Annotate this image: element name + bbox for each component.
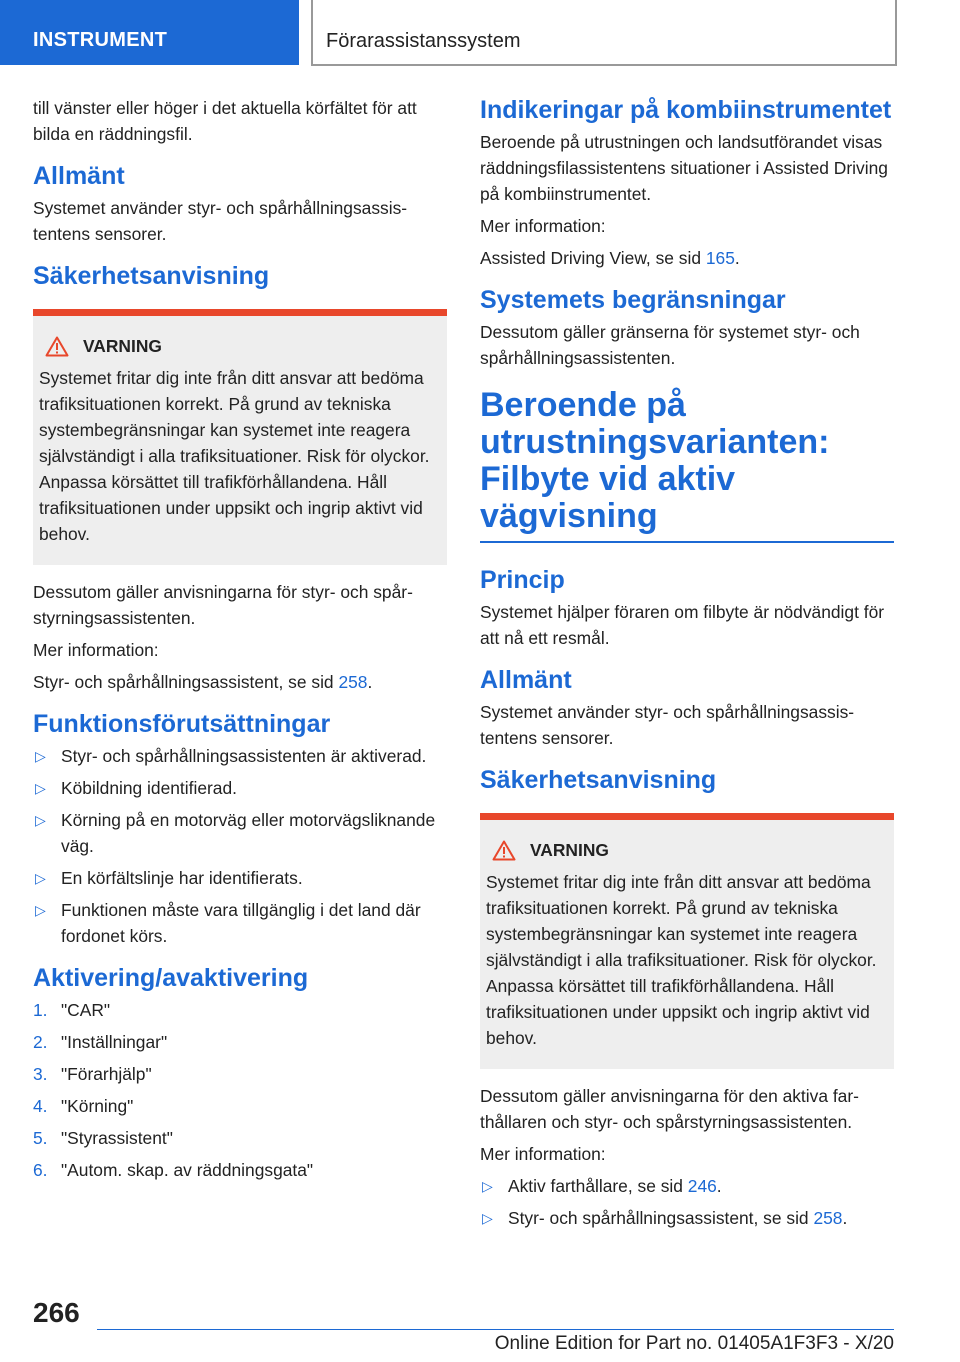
triangle-bullet-icon: ▷ xyxy=(482,1178,493,1194)
begransningar-text: Dessutom gäller gränserna för systemet styr- och spårhållningsassistenten. xyxy=(480,322,860,368)
main-section-heading: Beroende på utrustningsvarianten: Filbyte vid aktiv vägvisning xyxy=(480,387,894,543)
warning-title: VARNING xyxy=(530,840,609,860)
step-item: 6. "Autom. skap. av räddningsgata" xyxy=(33,1160,314,1180)
after-warning-text: Dessutom gäller anvisningarna för styr- och spårstyrningsassistenten. xyxy=(33,582,413,628)
triangle-bullet-icon: ▷ xyxy=(482,1210,493,1226)
footer-edition: Online Edition for Part no. 01405A1F3F3 - X/20 xyxy=(494,1333,894,1354)
warning-title: VARNING xyxy=(83,336,162,356)
list-item: ▷ Styr- och spårhållningsassistent, se sid 258. xyxy=(480,1205,894,1231)
triangle-bullet-icon: ▷ xyxy=(35,812,46,828)
allmant-text: Systemet använder styr- och spårhållningsassistentens sensorer. xyxy=(480,702,855,748)
list-item: ▷ Köbildning identifierad. xyxy=(33,775,447,801)
warning-text: Systemet fritar dig inte från ditt ansvar att bedöma trafiksituationen korrekt. På grund av tekniska systembegränsningar kan systemet inte reagera självständigt i alla trafiksituationer. Risk för olyckor. Anpassa körsättet till trafikförhållandena. Håll trafiksituationen under uppsikt och ingrip aktivt vid behov. xyxy=(486,872,877,1048)
page-link[interactable]: 165 xyxy=(705,248,735,268)
list-item: ▷ Aktiv farthållare, se sid 246. xyxy=(480,1173,894,1199)
after-warning-text: Dessutom gäller anvisningarna för den aktiva farthållaren och styr- och spårstyrningsassistenten. xyxy=(480,1086,859,1132)
page-link[interactable]: 258 xyxy=(813,1208,843,1228)
princip-text: Systemet hjälper föraren om filbyte är nödvändigt för att nå ett resmål. xyxy=(480,602,885,648)
chapter-title: Förarassistanssystem xyxy=(326,30,521,52)
right-column xyxy=(480,95,894,1237)
list-item: ▷ Funktionen måste vara tillgänglig i det land där fordonet körs. xyxy=(33,897,447,949)
heading-princip: Princip xyxy=(480,566,565,594)
step-item: 3. "Förarhjälp" xyxy=(33,1064,152,1084)
steps-list xyxy=(33,997,447,1183)
intro-text: till vänster eller höger i det aktuella körfältet för att bilda en räddningsfil. xyxy=(33,98,417,144)
triangle-bullet-icon: ▷ xyxy=(35,870,46,886)
list-item: ▷ Styr- och spårhållningsassistenten är aktiverad. xyxy=(33,743,447,769)
heading-sakerhetsanvisning: Säkerhetsanvisning xyxy=(480,766,717,794)
allmant-text: Systemet använder styr- och spårhållningsassistentens sensorer. xyxy=(33,198,408,244)
triangle-bullet-icon: ▷ xyxy=(35,780,46,796)
heading-indikeringar: Indikeringar på kombiinstrumentet xyxy=(480,96,892,124)
section-title: INSTRUMENT xyxy=(33,29,168,51)
more-info-label: Mer information: xyxy=(480,216,606,236)
heading-allmant: Allmänt xyxy=(33,162,125,190)
page-link[interactable]: 246 xyxy=(687,1176,717,1196)
triangle-bullet-icon: ▷ xyxy=(35,748,46,764)
heading-aktivering: Aktivering/avaktivering xyxy=(33,964,309,992)
more-info-label: Mer information: xyxy=(480,1144,606,1164)
warning-box xyxy=(33,309,447,565)
triangle-bullet-icon: ▷ xyxy=(35,902,46,918)
page-link[interactable]: 258 xyxy=(338,672,368,692)
reference-list xyxy=(480,1173,894,1231)
warning-text: Systemet fritar dig inte från ditt ansvar att bedöma trafiksituationen korrekt. På grund av tekniska systembegränsningar kan systemet inte reagera självständigt i alla trafiksituationer. Risk för olyckor. Anpassa körsättet till trafikförhållandena. Håll trafiksituationen under uppsikt och ingrip aktivt vid behov. xyxy=(39,368,430,544)
indikeringar-text: Beroende på utrustningen och landsutförandet visas räddningsfilassistentens situationer i Assisted Driving på kombiinstrumentet. xyxy=(480,132,888,204)
more-info-label: Mer information: xyxy=(33,640,159,660)
page-number: 266 xyxy=(33,1297,80,1328)
heading-sakerhetsanvisning: Säkerhetsanvisning xyxy=(33,262,270,290)
heading-funktionsforutsattningar: Funktionsförutsättningar xyxy=(33,710,331,738)
section-tab xyxy=(0,0,299,65)
heading-begransningar: Systemets begränsningar xyxy=(480,286,786,314)
chapter-tab xyxy=(311,0,897,66)
footer-divider xyxy=(97,1329,894,1330)
step-item: 4. "Körning" xyxy=(33,1096,134,1116)
reference-line: Styr- och spårhållningsassistent, se sid 258. xyxy=(33,672,373,692)
warning-box xyxy=(480,813,894,1069)
list-item: ▷ En körfältslinje har identifierats. xyxy=(33,865,447,891)
left-column xyxy=(33,95,447,1189)
heading-allmant: Allmänt xyxy=(480,666,572,694)
step-item: 5. "Styrassistent" xyxy=(33,1128,173,1148)
warning-triangle-icon xyxy=(492,840,516,861)
reference-line: Assisted Driving View, se sid 165. xyxy=(480,248,740,268)
step-item: 2. "Inställningar" xyxy=(33,1032,168,1052)
list-item: ▷ Körning på en motorväg eller motorvägsliknande väg. xyxy=(33,807,447,859)
step-item: 1. "CAR" xyxy=(33,1000,111,1020)
warning-triangle-icon xyxy=(45,336,69,357)
requirements-list xyxy=(33,743,447,949)
